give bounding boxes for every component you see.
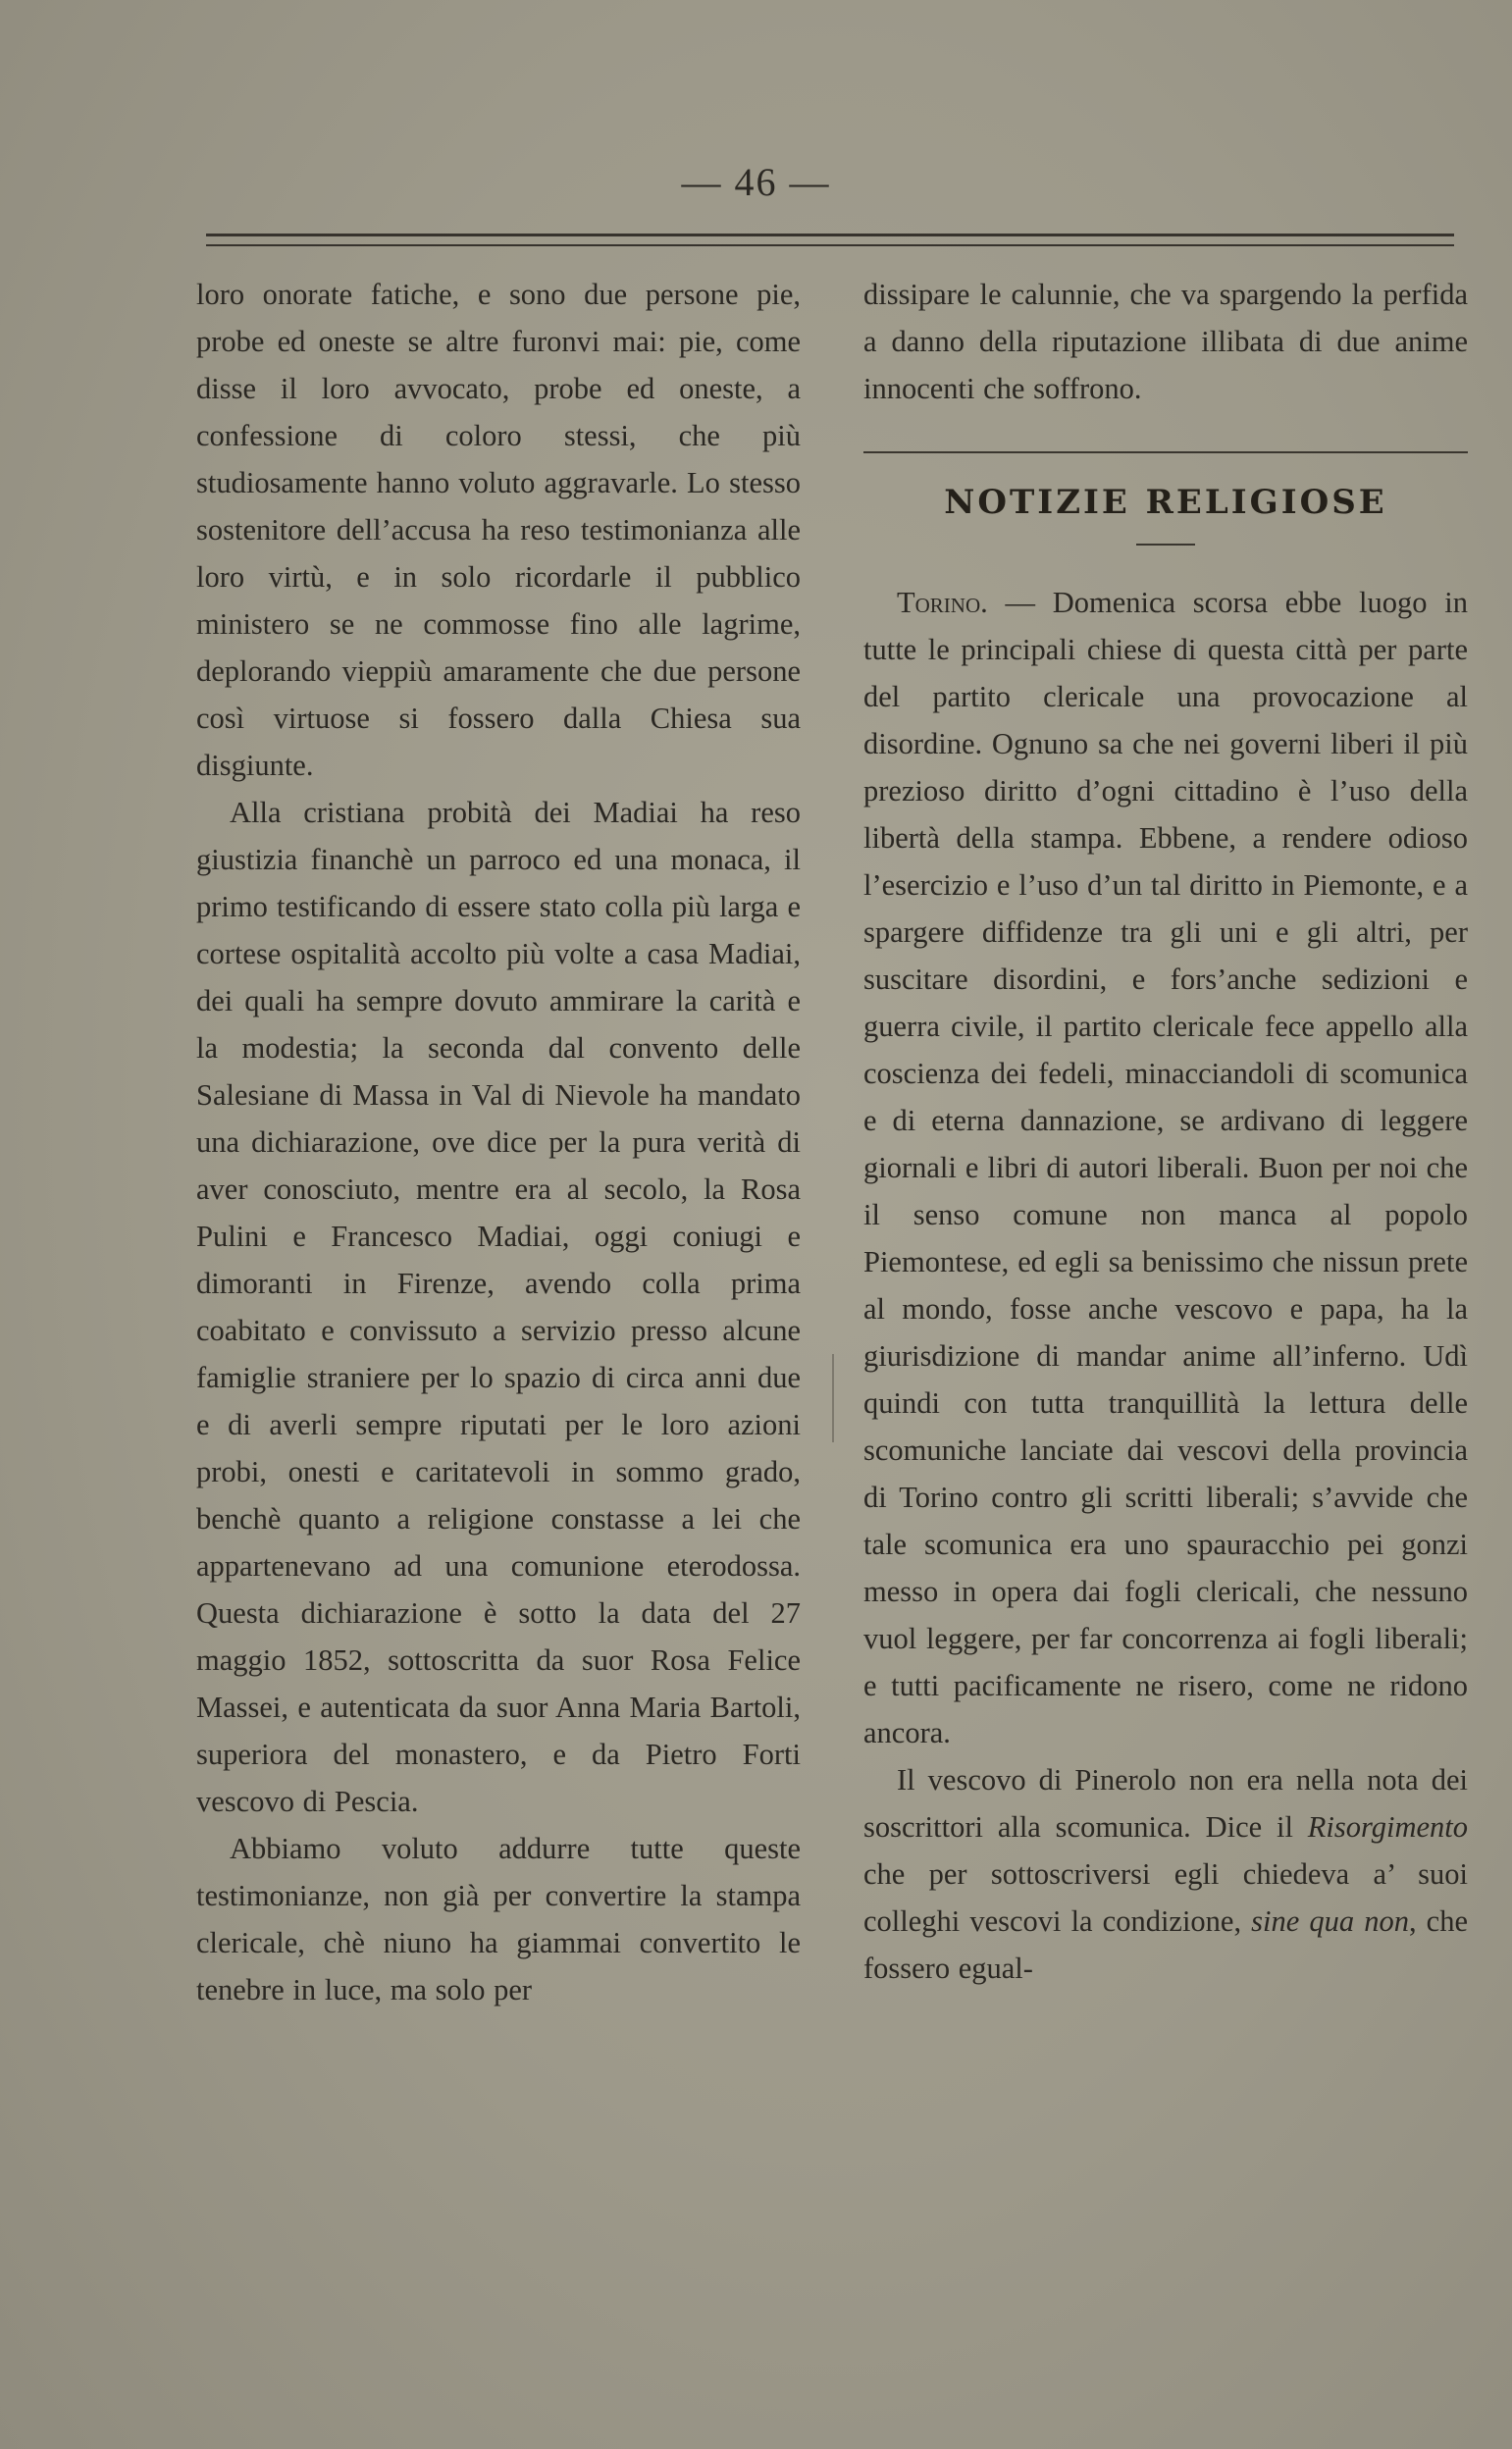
- page-number: — 46 —: [681, 160, 831, 204]
- pinerolo-italic-2: sine qua non: [1251, 1904, 1409, 1938]
- left-paragraph-1: loro onorate fatiche, e sono due persone pie, probe ed oneste se altre furonvi mai: pie, come disse il loro avvocato, probe ed oneste, a confessione di coloro stessi, che più studiosamente hanno voluto aggravarle. Lo stesso sostenitore dell’accusa ha reso testimonianza alle loro virtù, e in solo ricordarle il pubblico ministero se ne commosse fino alle lagrime, deplorando vieppiù amaramente che due persone così virtuose si fossero dalla Chiesa sua disgiunte.: [196, 278, 801, 782]
- torino-label: Torino.: [897, 586, 988, 619]
- pinerolo-text-1: Il vescovo di Pinerolo non era nella nota dei soscrittori alla scomunica. Dice il: [863, 1763, 1468, 1844]
- column-divider: [832, 1354, 834, 1442]
- pinerolo-text-3: , che fossero egual-: [863, 1904, 1468, 1985]
- torino-paragraph: [863, 579, 1468, 1756]
- right-column: [863, 271, 1468, 1992]
- section-title: NOTIZIE RELIGIOSE: [944, 483, 1387, 522]
- left-column: [196, 271, 801, 2013]
- pinerolo-italic-1: Risorgimento: [1307, 1810, 1468, 1844]
- left-paragraph-3: Abbiamo voluto addurre tutte queste testimonianze, non già per convertire la stampa clericale, chè niuno ha giammai convertito le tenebre in luce, ma solo per: [196, 1832, 801, 2006]
- section-rule: [863, 451, 1468, 453]
- right-intro-paragraph: dissipare le calunnie, che va spargendo la perfida a danno della riputazione illibata di due anime innocenti che soffrono.: [863, 278, 1468, 405]
- section-dash: [1136, 544, 1195, 546]
- header-double-rule: [206, 234, 1454, 246]
- left-paragraph-2: Alla cristiana probità dei Madiai ha reso giustizia financhè un parroco ed una monaca, il primo testificando di essere stato colla più larga e cortese ospitalità accolto più volte a casa Madiai, dei quali ha sempre dovuto ammirare la carità e la modestia; la seconda dal convento delle Salesiane di Massa in Val di Nievole ha mandato una dichiarazione, ove dice per la pura verità di aver conosciuto, mentre era al secolo, la Rosa Pulini e Francesco Madiai, oggi coniugi e dimoranti in Firenze, avendo colla prima coabitato e convissuto a servizio presso alcune famiglie straniere per lo spazio di circa anni due e di averli sempre riputati per le loro azioni probi, onesti e caritatevoli in sommo grado, benchè quanto a religione constasse a lei che appartenevano ad una comunione eterodossa. Questa dichiarazione è sotto la data del 27 maggio 1852, sottoscritta da suor Rosa Felice Massei, e autenticata da suor Anna Maria Bartoli, superiora del monastero, e da Pietro Forti vescovo di Pescia.: [196, 796, 801, 1818]
- torino-text: — Domenica scorsa ebbe luogo in tutte le principali chiese di questa città per parte del partito clericale una provocazione al disordine. Ognuno sa che nei governi liberi il più prezioso diritto d’ogni cittadino è l’uso della libertà della stampa. Ebbene, a rendere odioso l’esercizio e l’uso d’un tal diritto in Piemonte, e a spargere diffidenze tra gli uni e gli altri, per suscitare disordini, e fors’anche sedizioni e guerra civile, il partito clericale fece appello alla coscienza dei fedeli, minacciandoli di scomunica e di eterna dannazione, se ardivano di leggere giornali e libri di autori liberali. Buon per noi che il senso comune non manca al popolo Piemontese, ed egli sa benissimo che nissun prete al mondo, fosse anche vescovo e papa, ha la giurisdizione di mandar anime all’inferno. Udì quindi con tutta tranquillità la lettura delle scomuniche lanciate dai vescovi della provincia di Torino contro gli scritti liberali; s’avvide che tale scomunica era uno spauracchio pei gonzi messo in opera dai fogli clericali, che nessuno vuol leggere, per far concorrenza ai fogli liberali; e tutti pacificamente ne risero, come ne ridono ancora.: [863, 586, 1468, 1749]
- pinerolo-paragraph: [863, 1756, 1468, 1992]
- pinerolo-text-2: che per sottoscriversi egli chiedeva a’ suoi colleghi vescovi la condizione,: [863, 1857, 1468, 1938]
